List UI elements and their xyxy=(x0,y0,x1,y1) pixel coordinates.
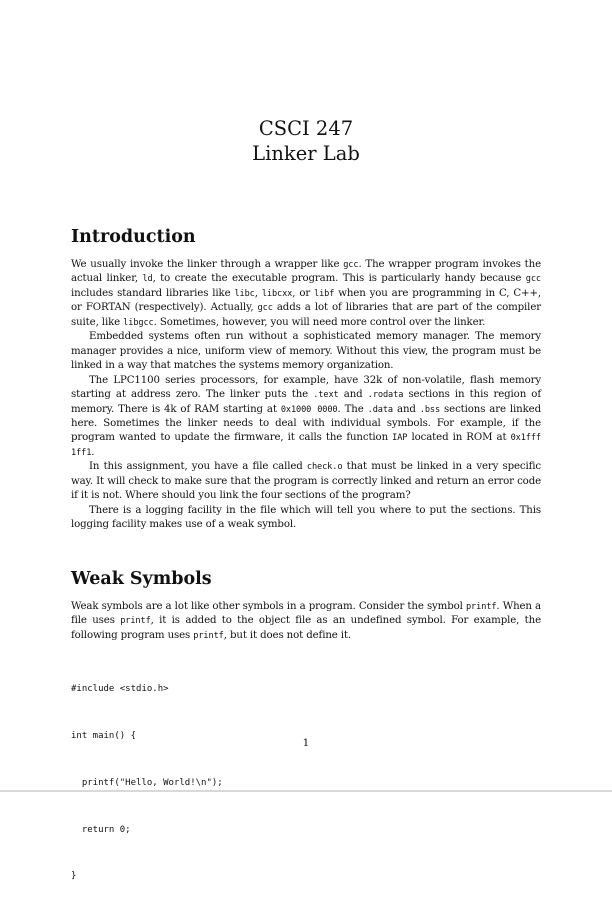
introduction-heading: Introduction xyxy=(71,227,196,247)
weak-paragraph-1: Weak symbols are a lot like other symbols in a program. Consider the symbol printf. When a file uses printf, it is added to the object file as an undefined symbol. For example, the following program uses printf, but it does not define it. xyxy=(71,601,542,641)
introduction-body xyxy=(71,258,541,533)
code-line: #include <stdio.h> xyxy=(71,684,169,695)
code-example xyxy=(71,651,223,916)
code-line: return 0; xyxy=(71,824,131,835)
weak-symbols-heading: Weak Symbols xyxy=(71,569,212,589)
lab-title: Linker Lab xyxy=(252,142,360,165)
intro-paragraph-2: Embedded systems often run without a sophisticated memory manager. The memory manager provides a nice, uniform view of memory. Without this view, the program must be linked in a way that matches the systems memory organization. xyxy=(71,331,541,372)
code-line: printf("Hello, World!\n"); xyxy=(71,777,223,788)
page-bottom-divider xyxy=(0,790,612,792)
intro-paragraph-1: We usually invoke the linker through a wrapper like gcc. The wrapper program invokes the actual linker, ld, to create the executable program. This is particularly handy because gcc includes standard libraries like libc, libcxx, or libf when you are programming in C, C++, or FORTAN (respectively). Actually, gcc adds a lot of libraries that are part of the compiler suite, like libgcc. Sometimes, however, you will need more control over the linker. xyxy=(71,259,541,328)
intro-paragraph-3: The LPC1100 series processors, for example, have 32k of non-volatile, flash memory starting at address zero. The linker puts the .text and .rodata sections in this region of memory. There is 4k of RAM starting at 0x1000 0000. The .data and .bss sections are linked here. Sometimes the linker needs to deal with individual symbols. For example, if the program wanted to update the firmware, it calls the function IAP located in ROM at 0x1fff 1ff1. xyxy=(71,374,542,458)
weak-symbols-body xyxy=(71,600,541,643)
document-title xyxy=(0,116,612,166)
intro-paragraph-5: There is a logging facility in the file which will tell you where to put the sections. This logging facility makes use of a weak symbol. xyxy=(71,504,541,531)
page-number: 1 xyxy=(302,737,310,749)
code-line: int main() { xyxy=(71,730,137,741)
intro-paragraph-4: In this assignment, you have a file called check.o that must be linked in a very specific way. It will check to make sure that the program is correctly linked and return an error code if it is not. Where should you link the four sections of the program? xyxy=(71,461,541,502)
code-line: } xyxy=(71,871,77,882)
course-title: CSCI 247 xyxy=(258,117,354,140)
